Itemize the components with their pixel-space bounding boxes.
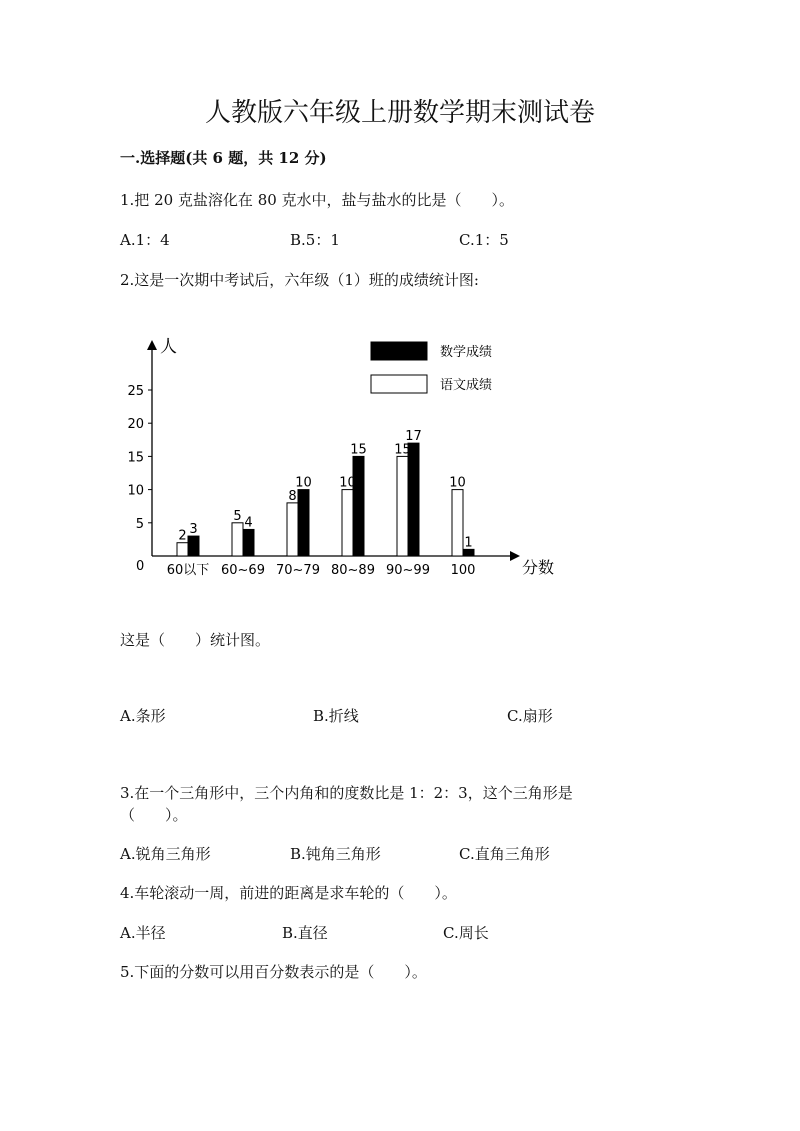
y-tick-label: 15 [127,450,144,466]
y-axis-arrow [147,340,157,350]
section-heading: 一.选择题(共 6 题，共 12 分) [120,149,327,167]
bar-math [353,456,364,556]
x-tick-label: 60以下 [166,563,210,578]
x-axis-arrow [510,551,520,561]
bar-value-label: 15 [350,442,367,458]
bar-math [298,490,309,556]
q1-option-a: A.1：4 [120,231,170,249]
bar-value-label: 10 [295,475,312,491]
bar-value-label: 10 [339,475,356,491]
q3-option-c: C.直角三角形 [459,845,550,863]
bar-value-label: 1 [464,535,473,551]
question-2-chart-type-stem: 这是（ ）统计图。 [120,631,271,649]
bar-value-label: 8 [288,488,297,504]
bar-chinese [342,490,353,556]
question-2-stem: 2.这是一次期中考试后，六年级（1）班的成绩统计图: [120,271,479,289]
question-4-stem: 4.车轮滚动一周，前进的距离是求车轮的（ ）。 [120,884,457,902]
q2-option-b: B.折线 [313,707,359,725]
bar-value-label: 4 [244,515,253,531]
legend-label: 语文成绩 [440,378,493,393]
bar-value-label: 10 [449,475,466,491]
legend-label: 数学成绩 [440,345,493,360]
q4-option-a: A.半径 [120,924,166,942]
y-axis-label: 人 [160,337,177,357]
bar-math [243,529,254,556]
x-tick-label: 70~79 [276,563,320,578]
x-tick-label: 80~89 [331,563,375,578]
q3-option-a: A.锐角三角形 [120,845,211,863]
bar-value-label: 3 [189,522,198,538]
q2-option-c: C.扇形 [507,707,553,725]
bar-chinese [232,523,243,556]
bar-chinese [177,543,188,556]
page-title: 人教版六年级上册数学期末测试卷 [204,98,595,128]
q4-option-b: B.直径 [282,924,328,942]
bar-value-label: 17 [405,429,422,445]
q2-option-a: A.条形 [120,707,166,725]
q1-option-b: B.5：1 [290,231,340,249]
legend-swatch [371,375,427,393]
x-tick-label: 90~99 [386,563,430,578]
x-tick-label: 60~69 [221,563,265,578]
y-tick-label: 5 [135,516,144,532]
q3-option-b: B.钝角三角形 [290,845,381,863]
x-axis-label: 分数 [522,558,555,577]
question-3-stem: 3.在一个三角形中，三个内角和的度数比是 1：2：3，这个三角形是 [120,784,573,802]
bar-value-label: 2 [178,528,187,544]
origin-label: 0 [136,559,145,574]
y-tick-label: 20 [127,417,144,433]
x-tick-label: 100 [450,563,476,578]
bar-value-label: 5 [233,508,242,524]
q4-option-c: C.周长 [443,924,489,942]
bar-chinese [397,456,408,556]
bar-value-label: 15 [394,442,411,458]
q1-option-c: C.1：5 [459,231,509,249]
question-3-stem-continued: （ ）。 [120,806,188,824]
question-1-stem: 1.把 20 克盐溶化在 80 克水中，盐与盐水的比是（ ）。 [120,191,515,209]
bar-math [188,536,199,556]
question-5-stem: 5.下面的分数可以用百分数表示的是（ ）。 [120,963,427,981]
legend-swatch [371,342,427,360]
y-tick-label: 10 [127,483,144,499]
grade-bar-chart [120,320,570,590]
bar-chinese [452,490,463,556]
bar-chinese [287,503,298,556]
bar-math [408,443,419,556]
y-tick-label: 25 [127,384,144,399]
